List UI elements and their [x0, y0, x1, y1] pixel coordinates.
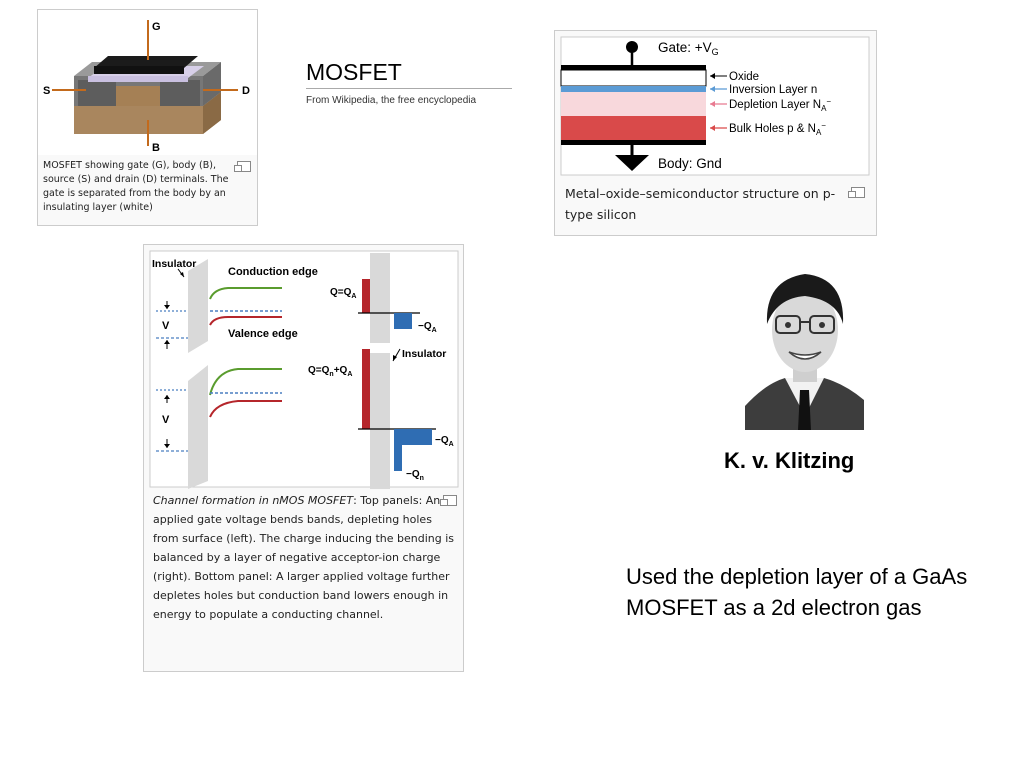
mosfet-3d-caption: [43, 159, 251, 215]
voltage-label-bottom: V: [162, 414, 170, 426]
insulator-label-right: Insulator: [402, 348, 447, 360]
inversion-layer-label: Inversion Layer n: [729, 84, 818, 96]
oxide-label: Oxide: [729, 71, 760, 83]
mos-structure-thumbnail: [554, 30, 877, 236]
mosfet-3d-thumbnail: [37, 9, 258, 226]
page-title: MOSFET: [306, 59, 402, 85]
note-text: Used the depletion layer of a GaAs MOSFET as a 2d electron gas: [626, 564, 992, 620]
caption-italic: Channel formation in nMOS MOSFET: [153, 494, 354, 507]
gate-label: Gate: $+V_G$: [658, 40, 719, 57]
mos-structure-caption-text: Metal–oxide–semiconductor structure on p-type silicon: [565, 186, 836, 222]
charge-label-top: $Q=Q_A$: [330, 287, 357, 300]
depletion-layer-label: Depletion Layer $N_A^-$: [729, 97, 832, 113]
conduction-edge-label: Conduction edge: [228, 266, 318, 278]
page-subtitle: From Wikipedia, the free encyclopedia: [306, 95, 477, 106]
mosfet-3d-diagram[interactable]: [38, 10, 257, 155]
mos-structure-caption: [565, 183, 865, 225]
valence-edge-label: Valence edge: [228, 328, 298, 340]
title-divider: [306, 88, 512, 89]
channel-formation-thumbnail: [143, 244, 464, 672]
charge-label-bottom: $Q=Q_n+Q_A$: [308, 365, 353, 378]
neg-charge-label-bottom: $-Q_A$: [435, 435, 454, 448]
drain-terminal-label: D: [242, 85, 250, 97]
voltage-label-top: V: [162, 320, 170, 332]
portrait-photo: [745, 266, 864, 430]
article-header: [306, 58, 512, 106]
gate-terminal-label: G: [152, 21, 161, 33]
source-terminal-label: S: [43, 85, 51, 97]
enlarge-icon[interactable]: [237, 161, 251, 172]
neg-charge-label-top: $-Q_A$: [418, 321, 437, 334]
bulk-holes-label: Bulk Holes p & $N_A^-$: [729, 121, 826, 137]
caption-rest: : Top panels: An applied gate voltage bends bands, depleting holes from surface (left). The charge inducing the bending is balanced by a layer of negative acceptor-ion charge (right). Bottom panel: A larger applied voltage further depletes holes but conduction band lowers enough in energy to populate a conducting channel.: [153, 494, 455, 621]
portrait-name: K. v. Klitzing: [724, 448, 855, 473]
channel-formation-caption: [153, 491, 455, 624]
mos-structure-diagram[interactable]: [555, 31, 876, 181]
body-terminal-label: B: [152, 142, 160, 154]
enlarge-icon[interactable]: [443, 495, 457, 506]
mosfet-3d-caption-text: MOSFET showing gate (G), body (B), source (S) and drain (D) terminals. The gate is separated from the body by an insulating layer (white): [43, 160, 229, 213]
insulator-label-top: Insulator: [152, 258, 197, 270]
channel-formation-diagram[interactable]: [144, 245, 463, 489]
portrait-image: [745, 266, 864, 430]
enlarge-icon[interactable]: [851, 187, 865, 198]
body-label: Body: Gnd: [658, 156, 722, 171]
neg-channel-charge-label: $-Q_n$: [406, 469, 424, 482]
